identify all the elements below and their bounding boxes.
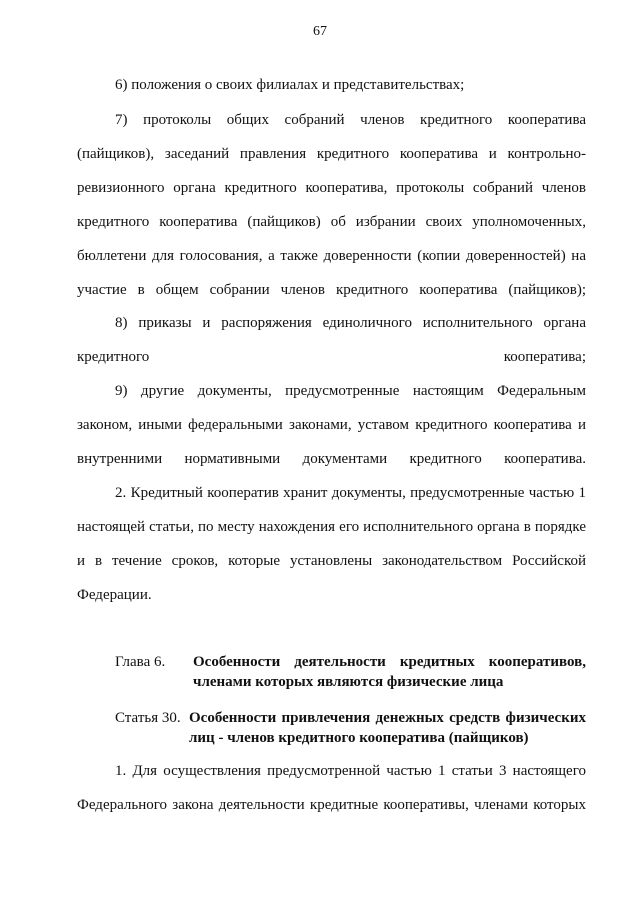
article-title-line-2: лиц - членов кредитного кооператива (пайщиков)	[189, 730, 529, 746]
chapter-label: Глава 6.	[115, 654, 166, 670]
article-title	[189, 708, 586, 748]
paragraph-2: 2. Кредитный кооператив хранит документы, предусмотренные частью 1 настоящей статьи, по месту нахождения его исполнительного органа в порядке и в течение сроков, которые установлены законодательством Российской Федерации.	[77, 485, 586, 603]
article-label: Статья 30.	[115, 710, 181, 726]
chapter-heading	[115, 652, 586, 692]
list-item-9: 9) другие документы, предусмотренные настоящим Федеральным законом, иными федеральными законами, уставом кредитного кооператива и внутренними нормативными документами кредитного кооператива.	[77, 383, 586, 467]
list-item-7: 7) протоколы общих собраний членов кредитного кооператива (пайщиков), заседаний правления кредитного кооператива и контрольно-ревизионного органа кредитного кооператива, протоколы собраний членов кредитного кооператива (пайщиков) об избрании своих уполномоченных, бюллетени для голосования, а также доверенности (копии доверенностей) на участие в общем собрании членов кредитного кооператива (пайщиков);	[77, 112, 586, 298]
article-paragraph-1: 1. Для осуществления предусмотренной частью 1 статьи 3 настоящего Федерального закона деятельности кредитные кооперативы, членами которых	[77, 763, 586, 813]
chapter-title	[193, 652, 586, 692]
chapter-title-line-1: Особенности деятельности кредитных кооперативов,	[193, 654, 586, 670]
list-item-8: 8) приказы и распоряжения единоличного исполнительного органа кредитного кооператива;	[77, 315, 586, 365]
chapter-title-line-2: членами которых являются физические лица	[193, 674, 504, 690]
page-number: 67	[313, 24, 327, 39]
article-heading	[115, 708, 586, 748]
article-title-line-1: Особенности привлечения денежных средств физических	[189, 710, 586, 726]
list-item-6: 6) положения о своих филиалах и представительствах;	[115, 77, 465, 93]
